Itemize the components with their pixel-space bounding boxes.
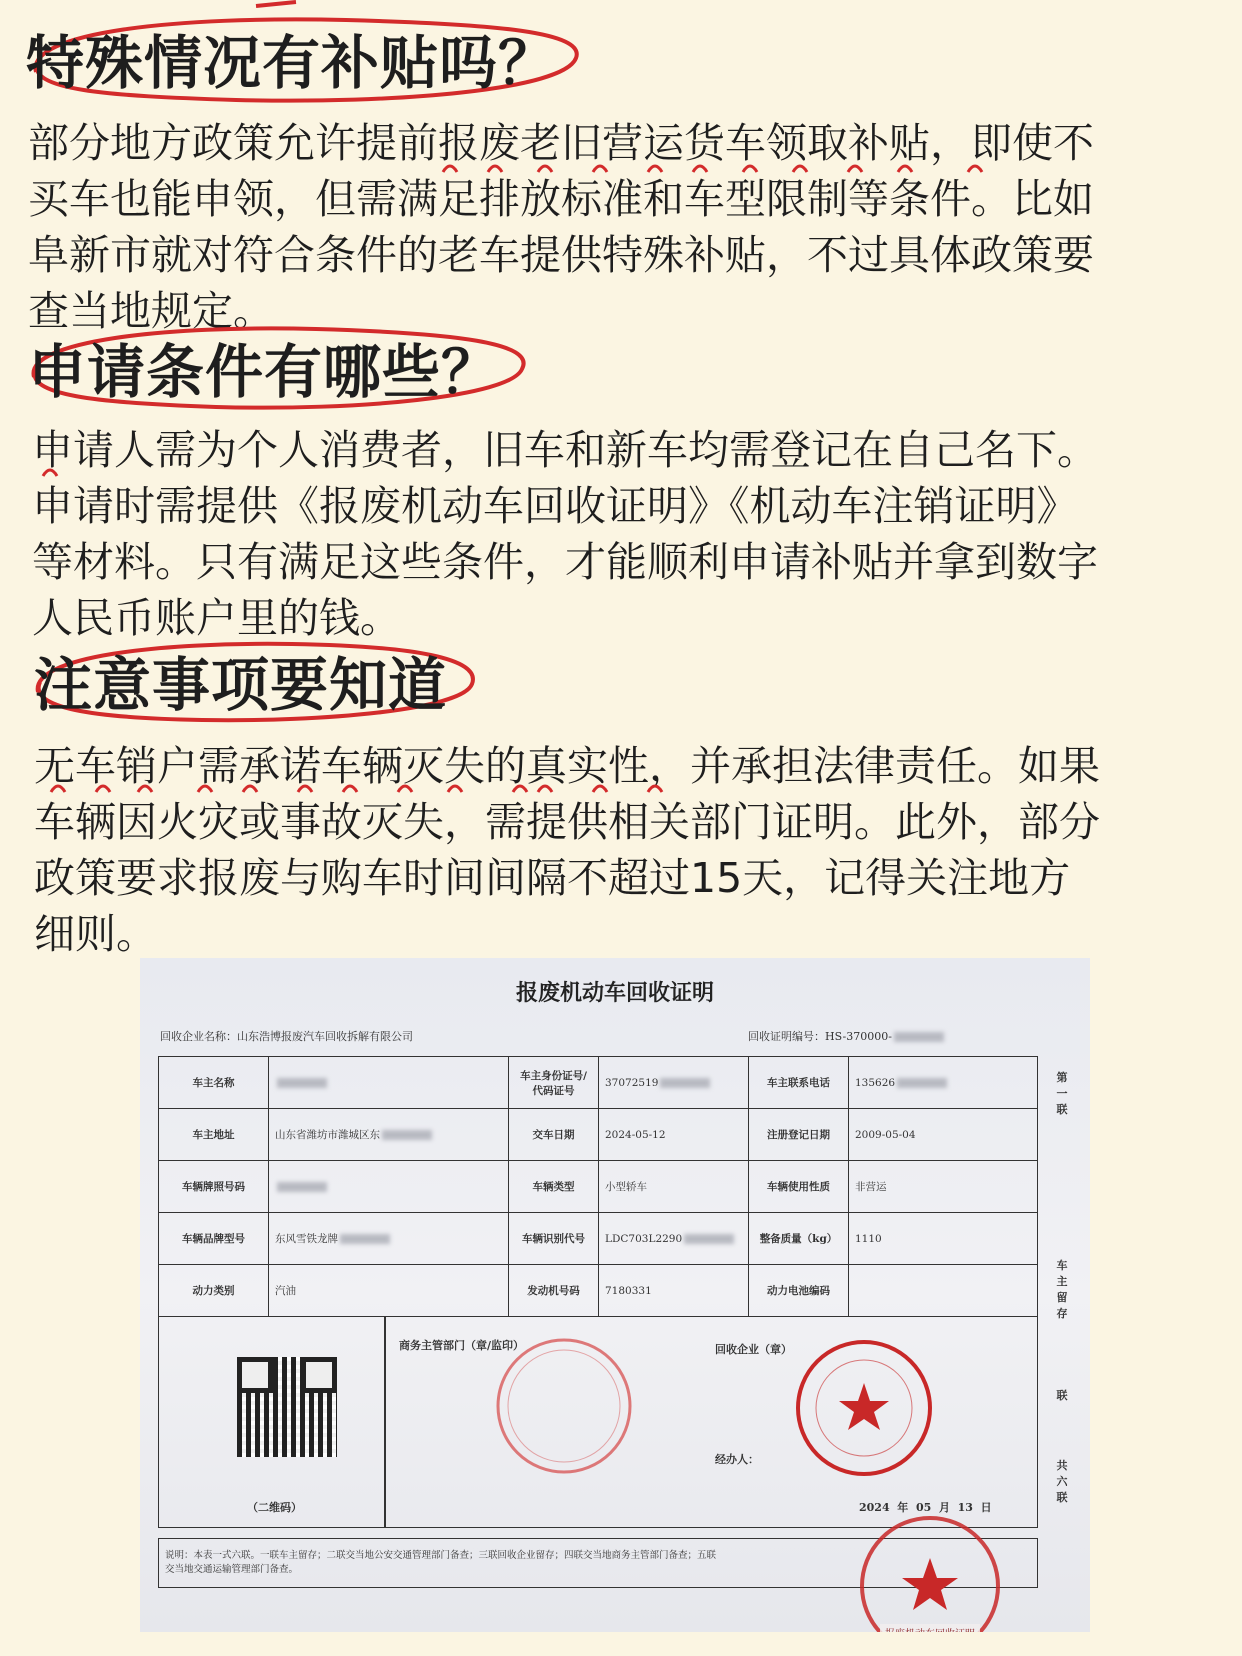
copy-label-owner: 车主留存 [1056, 1259, 1068, 1320]
recycler-company-name: 回收企业名称：山东浩博报废汽车回收拆解有限公司 [160, 1030, 413, 1043]
certificate-table [158, 1056, 1038, 1317]
paragraph-line: 细则。 [34, 910, 157, 958]
authority-label: 商务主管部门（章/监印） [399, 1339, 525, 1352]
certificate-field-value: LDC703L2290 [599, 1213, 749, 1265]
certificate-field-value: 37072519 [599, 1057, 749, 1109]
section-paragraph-conditions [32, 422, 1237, 646]
certificate-field-label: 车主名称 [159, 1057, 269, 1109]
scrap-vehicle-certificate-photo [140, 958, 1090, 1640]
paragraph-line: 等材料。只有满足这些条件，才能顺利申请补贴并拿到数字 [32, 538, 1098, 586]
certificate-row [159, 1057, 1038, 1109]
section-heading-subsidy [26, 29, 558, 97]
copy-label-total: 共六联 [1056, 1459, 1068, 1504]
certificate-field-label: 车辆牌照号码 [159, 1161, 269, 1213]
heading-text: 申请条件有哪些？ [28, 338, 501, 406]
recycler-label: 回收企业（章） [715, 1343, 792, 1356]
paragraph-line: 查当地规定。 [28, 287, 274, 335]
certificate-row [159, 1161, 1038, 1213]
certificate-field-label: 车主身份证号/代码证号 [509, 1057, 599, 1109]
paragraph-line: 申请人需为个人消费者，旧车和新车均需登记在自己名下。 [32, 426, 1098, 474]
certificate-row [159, 1213, 1038, 1265]
certificate-note: 说明：本表一式六联。一联车主留存；二联交当地公安交通管理部门备查；三联回收企业留存；四联交当地商务主管部门备查；五联 交当地交通运输管理部门备查。 [158, 1538, 1038, 1588]
certificate-field-label: 车辆类型 [509, 1161, 599, 1213]
copy-label-lian: 联 [1056, 1389, 1068, 1402]
qr-label: （二维码） [247, 1501, 302, 1514]
certificate-field-label: 车辆识别代号 [509, 1213, 599, 1265]
handler-label: 经办人： [715, 1453, 759, 1466]
section-paragraph-notes [34, 738, 1239, 962]
province-seal-stamp [850, 1506, 1010, 1640]
paragraph-line: 政策要求报废与购车时间间隔不超过15天，记得关注地方 [34, 854, 1071, 902]
certificate-field-value: 2009-05-04 [849, 1109, 1038, 1161]
authority-seal-stamp [489, 1331, 639, 1481]
certificate-field-value: 汽油 [269, 1265, 509, 1317]
paragraph-line: 车辆因火灾或事故灭失，需提供相关部门证明。此外，部分 [34, 798, 1100, 846]
certificate-field-label: 发动机号码 [509, 1265, 599, 1317]
certificate-row [159, 1109, 1038, 1161]
certificate-field-value [269, 1161, 509, 1213]
heading-text: 注意事项要知道 [34, 651, 448, 719]
certificate-field-value: 山东省潍坊市潍城区东 [269, 1109, 509, 1161]
certificate-field-value: 1110 [849, 1213, 1038, 1265]
certificate-field-value: 东风雪铁龙牌 [269, 1213, 509, 1265]
certificate-field-label: 注册登记日期 [749, 1109, 849, 1161]
section-paragraph-subsidy [28, 115, 1233, 339]
issue-date: 2024 年 05 月 13 日 [859, 1501, 992, 1514]
certificate-field-value [849, 1265, 1038, 1317]
paragraph-line: 阜新市就对符合条件的老车提供特殊补贴，不过具体政策要 [28, 231, 1094, 279]
paragraph-line: 人民币账户里的钱。 [32, 594, 401, 642]
certificate-field-label: 车辆使用性质 [749, 1161, 849, 1213]
certificate-field-value: 135626 [849, 1057, 1038, 1109]
paragraph-line: 部分地方政策允许提前报废老旧营运货车领取补贴，即使不 [28, 119, 1094, 167]
qr-code-icon [237, 1357, 337, 1457]
paragraph-line: 买车也能申领，但需满足排放标准和车型限制等条件。比如 [28, 175, 1094, 223]
copy-label-first: 第一联 [1056, 1071, 1068, 1116]
certificate-field-value: 7180331 [599, 1265, 749, 1317]
certificate-title: 报废机动车回收证明 [515, 980, 714, 1006]
certificate-field-label: 车主联系电话 [749, 1057, 849, 1109]
certificate-field-label: 动力类别 [159, 1265, 269, 1317]
section-heading-conditions [28, 338, 501, 406]
certificate-field-value: 2024-05-12 [599, 1109, 749, 1161]
svg-text:报废机动车回收证明: 报废机动车回收证明 [885, 1629, 975, 1640]
section-heading-notes [34, 651, 448, 719]
certificate-field-label: 整备质量（kg） [749, 1213, 849, 1265]
certificate-stamp-area [158, 1316, 1038, 1528]
certificate-field-value [269, 1057, 509, 1109]
certificate-field-value: 非营运 [849, 1161, 1038, 1213]
recycler-seal-stamp [789, 1333, 939, 1483]
certificate-field-label: 动力电池编码 [749, 1265, 849, 1317]
certificate-field-label: 交车日期 [509, 1109, 599, 1161]
certificate-field-label: 车主地址 [159, 1109, 269, 1161]
heading-text: 特殊情况有补贴吗？ [26, 29, 558, 97]
certificate-field-label: 车辆品牌型号 [159, 1213, 269, 1265]
paragraph-line: 无车销户需承诺车辆灭失的真实性，并承担法律责任。如果 [34, 742, 1100, 790]
paragraph-line: 申请时需提供《报废机动车回收证明》《机动车注销证明》 [32, 482, 1078, 530]
certificate-field-value: 小型轿车 [599, 1161, 749, 1213]
certificate-row [159, 1265, 1038, 1317]
certificate-number: 回收证明编号：HS-370000- [748, 1028, 944, 1044]
